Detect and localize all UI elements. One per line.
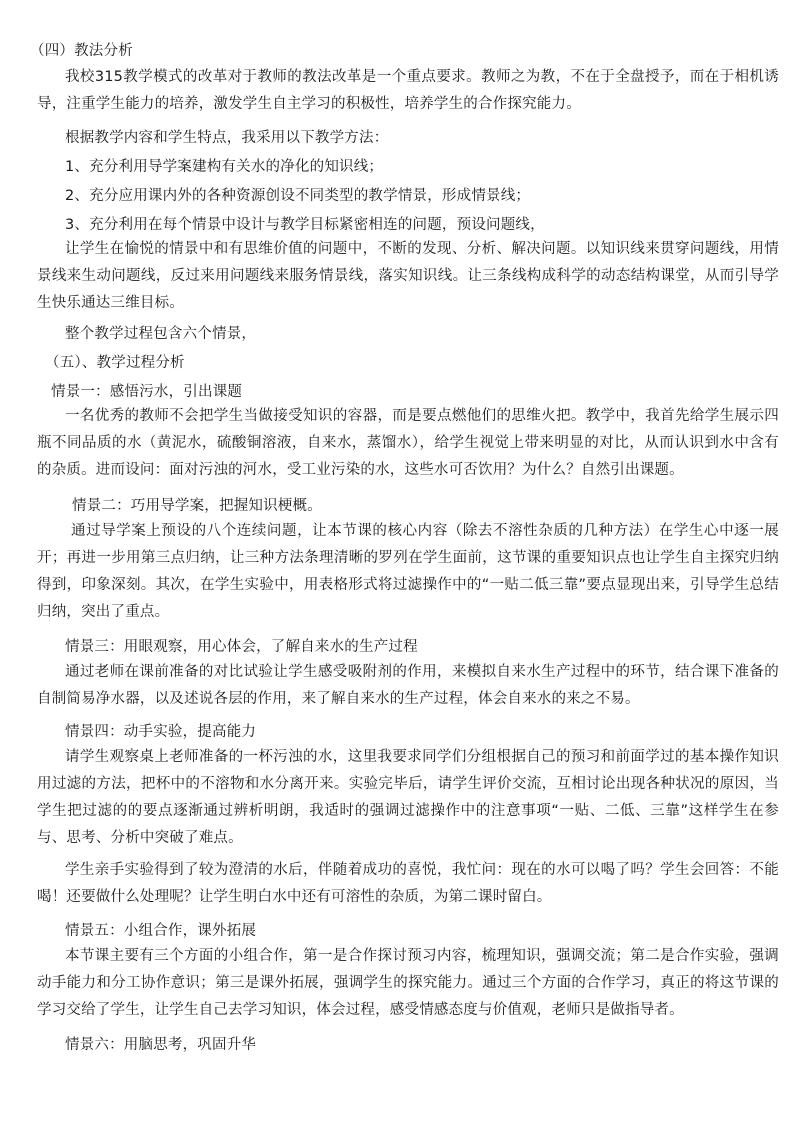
scene-4-paragraph-1: 请学生观察桌上老师准备的一杯污浊的水，这里我要求同学们分组根据自己的预习和前面学过的基本操作知识用过滤的方法，把杯中的不溶物和水分离开来。实验完毕后，请学生评价交流，互相讨论出现各种状况的原因，当学生把过滤的的要点逐渐通过辨析明朗，我适时的强调过滤操作中的注意事项“一贴、二低、三靠”这样学生在参与、思考、分析中突破了难点。 (37, 749, 779, 846)
section-5-heading: （五）、教学过程分析 (45, 355, 185, 371)
scene-4-paragraph-2: 学生亲手实验得到了较为澄清的水后，伴随着成功的喜悦，我忙问：现在的水可以喝了吗？学生会回答：不能喝！还要做什么处理呢？让学生明白水中还有可溶性的杂质，为第二课时留白。 (37, 862, 779, 905)
scene-3-title: 情景三：用眼观察，用心体会，了解自来水的生产过程 (65, 639, 418, 655)
scene-3-paragraph: 通过老师在课前准备的对比试验让学生感受吸附剂的作用，来模拟自来水生产过程中的环节，结合课下准备的自制简易净水器，以及述说各层的作用，来了解自来水的生产过程，体会自来水的来之不易。 (37, 664, 779, 707)
method-item-3: 3、充分利用在每个情景中设计与教学目标紧密相连的问题，预设问题线， (65, 217, 545, 233)
scene-4-title: 情景四：动手实验，提高能力 (65, 724, 257, 740)
method-item-1: 1、充分利用导学案建构有关水的净化的知识线； (65, 159, 384, 175)
scene-1-title: 情景一：感悟污水，引出课题 (51, 384, 243, 400)
scene-2-paragraph: 通过导学案上预设的八个连续问题，让本节课的核心内容（除去不溶性杂质的几种方法）在学生心中逐一展开；再进一步用第三点归纳，让三种方法条理清晰的罗列在学生面前，这节课的重要知识点也让学生自主探究归纳得到，印象深刻。其次，在学生实验中，用表格形式将过滤操作中的“一贴二低三靠”要点显现出来，引导学生总结归纳，突出了重点。 (37, 523, 779, 620)
scene-2-title: 情景二：巧用导学案，把握知识梗概。 (72, 498, 322, 514)
scene-1-paragraph: 一名优秀的教师不会把学生当做接受知识的容器，而是要点燃他们的思维火把。教学中，我首先给学生展示四瓶不同品质的水（黄泥水，硫酸铜溶液，自来水，蒸馏水），给学生视觉上带来明显的对比，从而认识到水中含有的杂质。进而设问：面对污浊的河水，受工业污染的水，这些水可否饮用？为什么？自然引出课题。 (37, 408, 779, 478)
section-4-paragraph-3: 让学生在愉悦的情景中和有思维价值的问题中，不断的发现、分析、解决问题。以知识线来贯穿问题线，用情景线来生动问题线，反过来用问题线来服务情景线，落实知识线。让三条线构成科学的动态结构课堂，从而引导学生快乐通达三维目标。 (37, 241, 779, 311)
scene-6-title: 情景六：用脑思考，巩固升华 (65, 1037, 257, 1053)
scene-5-title: 情景五：小组合作，课外拓展 (65, 923, 257, 939)
scene-5-paragraph: 本节课主要有三个方面的小组合作，第一是合作探讨预习内容，梳理知识，强调交流；第二是合作实验，强调动手能力和分工协作意识；第三是课外拓展，强调学生的探究能力。通过三个方面的合作学习，真正的将这节课的学习交给了学生，让学生自己去学习知识，体会过程，感受情感态度与价值观，老师只是做指导者。 (37, 948, 779, 1018)
section-4-heading: （四）教法分析 (30, 43, 133, 59)
section-4-paragraph-2: 根据教学内容和学生特点，我采用以下教学方法： (65, 130, 389, 146)
method-item-2: 2、充分应用课内外的各种资源创设不同类型的教学情景，形成情景线； (65, 188, 531, 204)
section-4-paragraph-4: 整个教学过程包含六个情景， (65, 326, 257, 342)
section-4-paragraph-1: 我校315教学模式的改革对于教师的教法改革是一个重点要求。教师之为教，不在于全盘授予，而在于相机诱导，注重学生能力的培养，激发学生自主学习的积极性，培养学生的合作探究能力。 (37, 69, 779, 112)
